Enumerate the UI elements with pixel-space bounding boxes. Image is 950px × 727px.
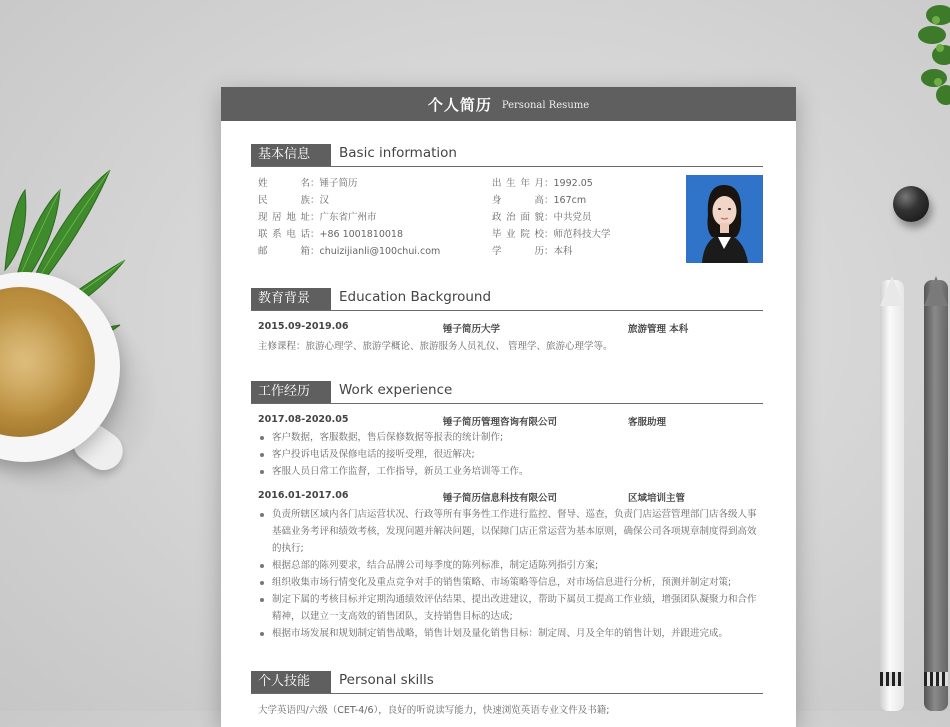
section-work-header bbox=[251, 381, 763, 404]
duty-item: 负责所辖区域内各门店运营状况、行政等所有事务性工作进行监控、督导、巡查，负责门店运营管理部门店各级人事基础业务考评和绩效考核，发现问题并解决问题，以保障门店正常运营为基本原则，确保公司各项规章制度得到高效的执行; bbox=[258, 506, 763, 557]
info-row: 身 高：167cm bbox=[492, 195, 587, 206]
info-row: 毕业院校：师范科技大学 bbox=[492, 229, 611, 240]
resume-title-en: Personal Resume bbox=[501, 100, 590, 111]
education-school: 锤子简历大学 bbox=[443, 324, 501, 335]
resume-banner bbox=[221, 87, 796, 121]
info-row: 联系电话：+86 1001810018 bbox=[258, 229, 404, 240]
info-row: 民 族：汉 bbox=[258, 195, 330, 206]
section-tag: 基本信息 bbox=[251, 144, 331, 166]
education-major: 旅游管理 本科 bbox=[628, 324, 689, 335]
info-row: 出生年月：1992.05 bbox=[492, 178, 593, 189]
section-title-en: Work experience bbox=[339, 382, 453, 398]
white-pen-decoration bbox=[880, 280, 904, 711]
gray-pen-tip bbox=[924, 276, 948, 306]
white-pen-tip bbox=[880, 276, 904, 306]
job-company: 锤子简历管理咨询有限公司 bbox=[443, 417, 558, 428]
job-position: 客服助理 bbox=[628, 417, 667, 428]
potted-plant-decoration bbox=[910, 0, 950, 110]
duty-item: 制定下属的考核目标并定期沟通绩效评估结果、提出改进建议，帮助下属员工提高工作业绩，增强团队凝聚力和合作精神，以建立一支高效的销售团队，支持销售目标的达成; bbox=[258, 591, 763, 625]
job-position: 区域培训主管 bbox=[628, 493, 686, 504]
section-skills-header bbox=[251, 671, 763, 694]
info-row: 姓 名：锤子简历 bbox=[258, 178, 358, 189]
pen-band bbox=[880, 672, 904, 686]
duty-item: 根据总部的陈列要求，结合品牌公司每季度的陈列标准，制定适陈列指引方案; bbox=[258, 557, 763, 574]
skills-line: 大学英语四/六级（CET-4/6），良好的听说读写能力，快速浏览英语专业文件及书籍; bbox=[258, 705, 610, 716]
pen-band bbox=[924, 672, 948, 686]
info-row: 邮 箱：chuizijianli@100chui.com bbox=[258, 246, 441, 257]
section-basic-header bbox=[251, 144, 763, 167]
duty-item: 根据市场发展和规划制定销售战略，销售计划及量化销售目标：制定周、月及全年的销售计划，并跟进完成。 bbox=[258, 625, 763, 642]
basic-info-right bbox=[492, 175, 611, 260]
section-tag: 教育背景 bbox=[251, 288, 331, 310]
job-duties bbox=[258, 429, 763, 480]
job-company: 锤子简历信息科技有限公司 bbox=[443, 493, 558, 504]
duty-item: 客户数据，客服数据，售后保修数据等报表的统计制作; bbox=[258, 429, 763, 446]
profile-photo bbox=[686, 175, 763, 263]
duty-item: 客户投诉电话及保修电话的接听受理，很近解决; bbox=[258, 446, 763, 463]
job-period: 2017.08-2020.05 bbox=[258, 414, 349, 425]
section-title-en: Education Background bbox=[339, 289, 492, 305]
section-title-en: Basic information bbox=[339, 145, 457, 161]
section-title-en: Personal skills bbox=[339, 672, 434, 688]
education-courses: 主修课程：旅游心理学、旅游学概论、旅游服务人员礼仪、 管理学、旅游心理学等。 bbox=[258, 341, 613, 352]
info-row: 政治面貌：中共党员 bbox=[492, 212, 592, 223]
black-ball-decoration bbox=[893, 186, 929, 222]
duty-item: 客服人员日常工作监督，工作指导，新员工业务培训等工作。 bbox=[258, 463, 763, 480]
info-row: 学 历：本科 bbox=[492, 246, 573, 257]
info-row: 现居地址：广东省广州市 bbox=[258, 212, 377, 223]
gray-pen-decoration bbox=[924, 280, 948, 711]
section-tag: 个人技能 bbox=[251, 671, 331, 693]
section-education-header bbox=[251, 288, 763, 311]
section-tag: 工作经历 bbox=[251, 381, 331, 403]
resume-page bbox=[221, 87, 796, 727]
job-duties bbox=[258, 506, 763, 642]
job-period: 2016.01-2017.06 bbox=[258, 490, 349, 501]
resume-title: 个人简历 bbox=[427, 95, 492, 114]
basic-info-left bbox=[258, 175, 440, 260]
education-period: 2015.09-2019.06 bbox=[258, 321, 349, 332]
duty-item: 组织收集市场行情变化及重点竞争对手的销售策略、市场策略等信息，对市场信息进行分析，预测并制定对策; bbox=[258, 574, 763, 591]
